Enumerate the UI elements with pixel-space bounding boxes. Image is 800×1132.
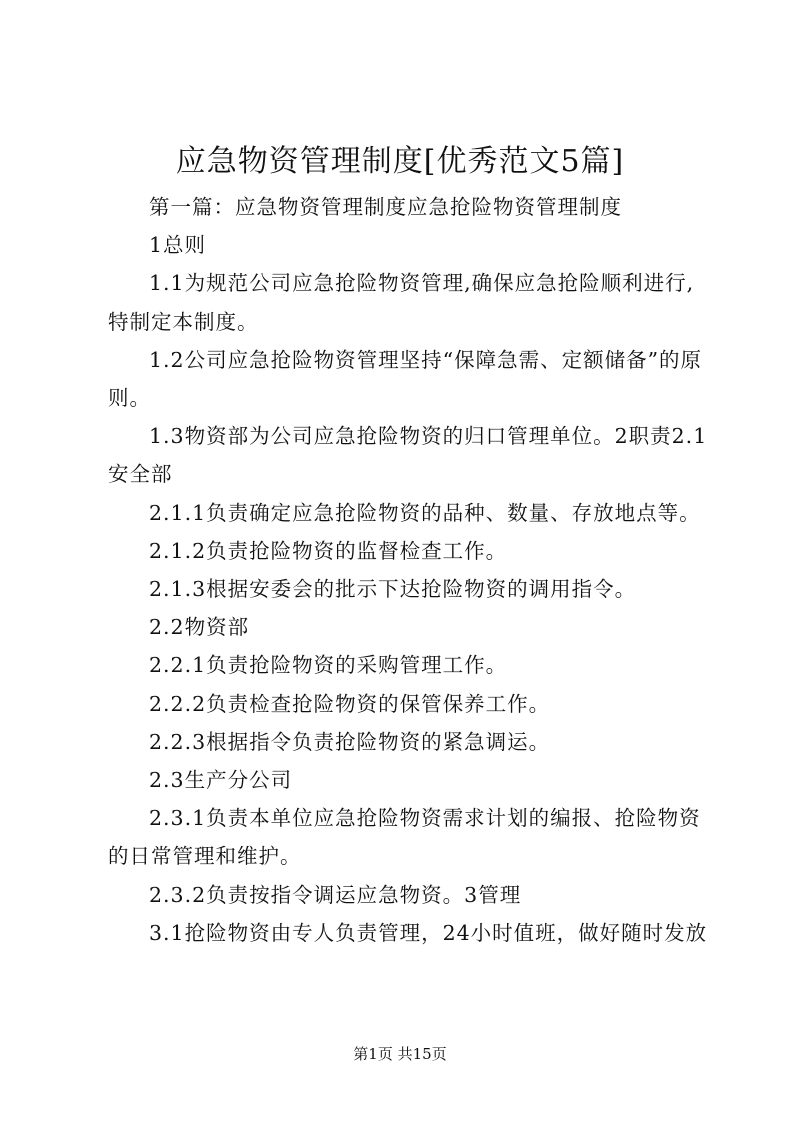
paragraph: 2.2.2负责检查抢险物资的保管保养工作。: [149, 691, 551, 716]
paragraph-chapter-heading: 第一篇：应急物资管理制度应急抢险物资管理制度: [149, 195, 622, 219]
paragraph: 2.1.3根据安委会的批示下达抢险物资的调用指令。: [149, 577, 637, 602]
paragraph: 1.3物资部为公司应急抢险物资的归口管理单位。2职责2.1安全部: [108, 424, 708, 487]
paragraph-section-heading: 1总则: [149, 233, 207, 258]
page-footer: 第1页 共15页: [353, 1045, 447, 1063]
paragraph: 2.2.1负责抢险物资的采购管理工作。: [149, 653, 508, 678]
paragraph: 1.1为规范公司应急抢险物资管理,确保应急抢险顺利进行,特制定本制度。: [108, 271, 695, 334]
paragraph: 1.2公司应急抢险物资管理坚持“保障急需、定额储备”的原则。: [108, 347, 703, 411]
document-title: 应急物资管理制度[优秀范文5篇]: [175, 144, 625, 179]
paragraph: 2.1.2负责抢险物资的监督检查工作。: [149, 538, 508, 563]
paragraph: 2.3.2负责按指令调运应急物资。3管理: [149, 882, 522, 907]
document-body: [108, 188, 708, 952]
paragraph: 3.1抢险物资由专人负责管理，24小时值班，做好随时发放: [149, 920, 708, 945]
paragraph: 2.3.1负责本单位应急抢险物资需求计划的编报、抢险物资的日常管理和维护。: [108, 806, 701, 869]
paragraph: 2.1.1负责确定应急抢险物资的品种、数量、存放地点等。: [149, 500, 701, 525]
paragraph: 2.2.3根据指令负责抢险物资的紧急调运。: [149, 729, 551, 754]
paragraph-section-heading: 2.2物资部: [149, 615, 250, 640]
paragraph-section-heading: 2.3生产分公司: [149, 768, 293, 793]
